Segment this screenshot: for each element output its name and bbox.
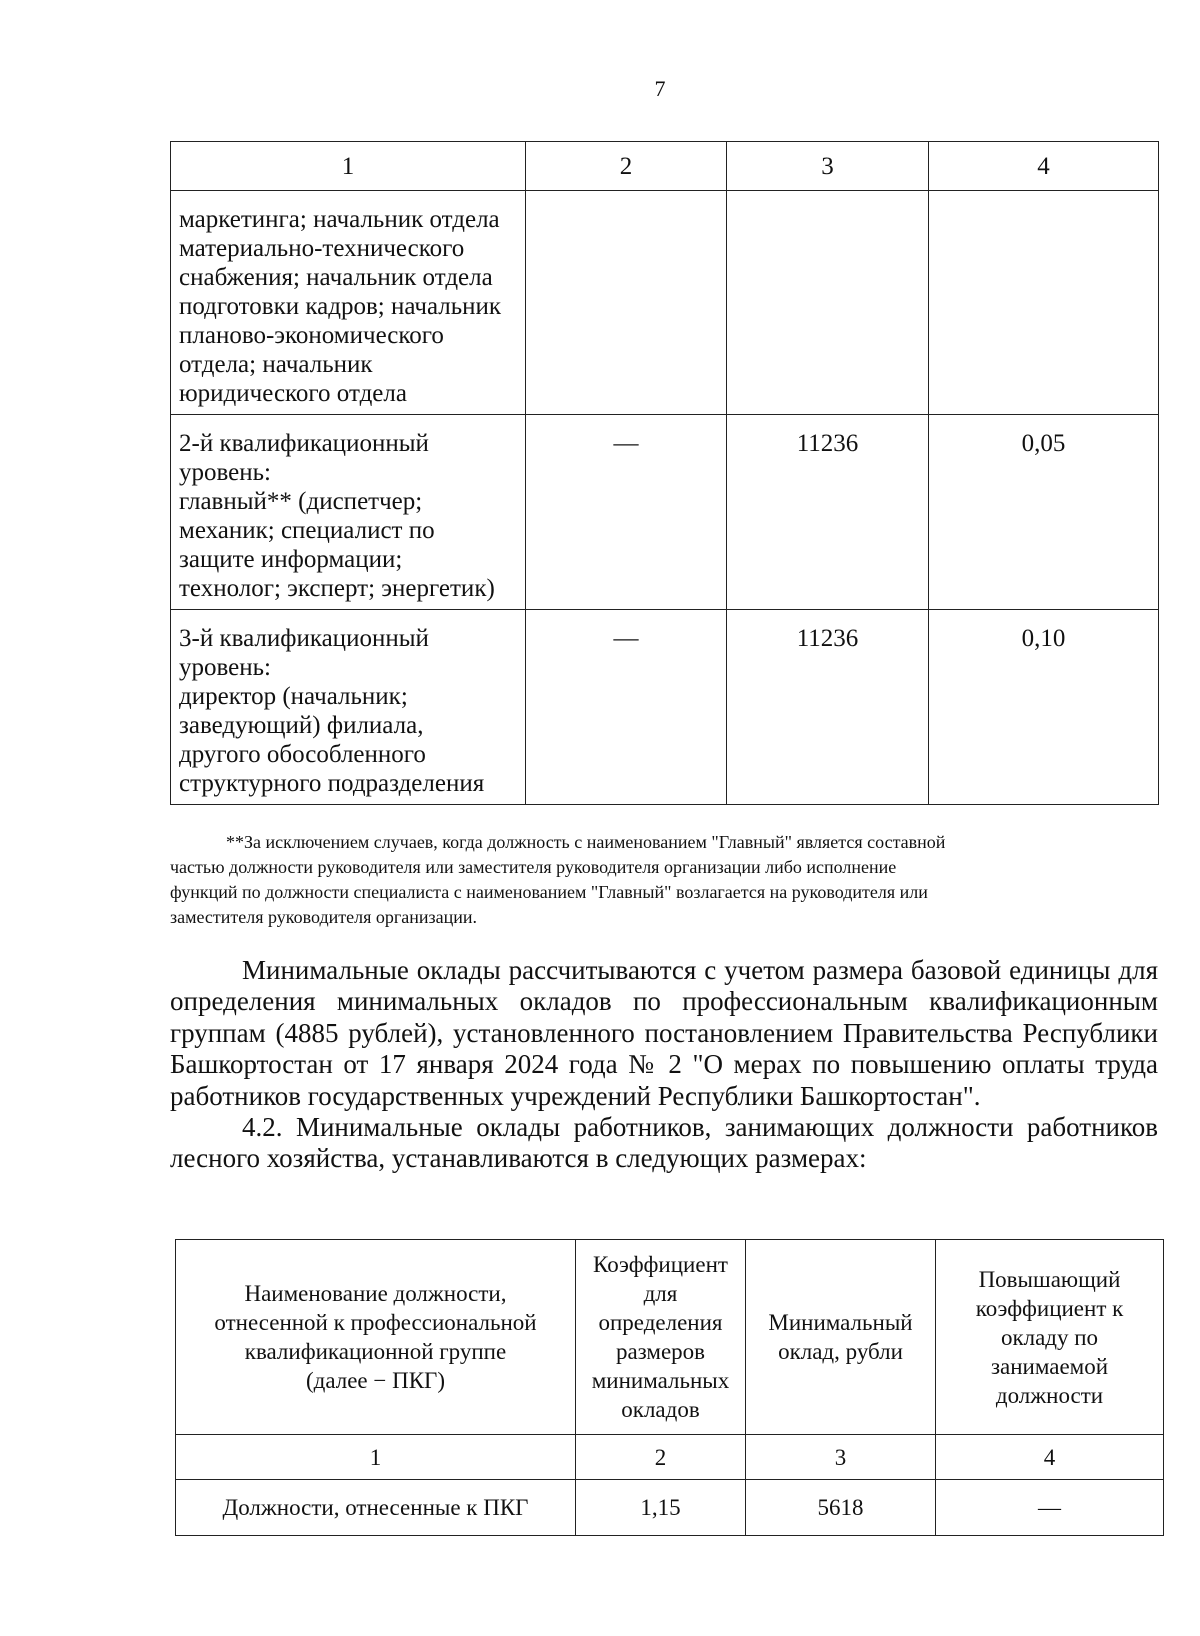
footnote-line: заместителя руководителя организации.: [170, 907, 478, 927]
raise-coefficient-header: Повышающий коэффициент к окладу по занимаемой должности: [936, 1240, 1164, 1435]
footnote: [170, 830, 1158, 930]
footnote-line: функций по должности специалиста с наименованием "Главный" возлагается на руководителя или: [170, 882, 928, 902]
table1-header-cell: 3: [727, 142, 929, 191]
salary-cell: 11236: [727, 610, 929, 805]
salary-table-continued: [170, 141, 1159, 805]
salary-cell: 5618: [746, 1480, 936, 1536]
paragraph-base-salary: Минимальные оклады рассчитываются с учетом размера базовой единицы для определения минимальных окладов по профессиональным квалификационным группам (4885 рублей), установленного постановлением Правительства Республики Башкортостан от 17 января 2024 года № 2 "О мерах по повышению оплаты труда работников государственных учреждений Республики Башкортостан".: [170, 955, 1158, 1111]
coefficient-cell: —: [526, 415, 727, 610]
table1-row: [171, 191, 1159, 415]
raise-coefficient-cell: [929, 191, 1159, 415]
raise-coefficient-cell: 0,10: [929, 610, 1159, 805]
coefficient-cell: —: [526, 610, 727, 805]
raise-coefficient-cell: 0,05: [929, 415, 1159, 610]
table1-header-row: [171, 142, 1159, 191]
footnote-line: частью должности руководителя или заместителя руководителя организации либо исполнение: [170, 857, 897, 877]
table1-header-cell: 4: [929, 142, 1159, 191]
page-number: 7: [654, 76, 666, 101]
forestry-salary-table: [175, 1239, 1164, 1536]
table2-row: [176, 1480, 1164, 1536]
coefficient-cell: 1,15: [576, 1480, 746, 1536]
column-number-cell: 3: [746, 1435, 936, 1480]
table2-header-row: [176, 1240, 1164, 1435]
paragraph-section-4-2: 4.2. Минимальные оклады работников, занимающих должности работников лесного хозяйства, устанавливаются в следующих размерах:: [170, 1112, 1158, 1174]
table1-row: [171, 415, 1159, 610]
raise-coefficient-cell: —: [936, 1480, 1164, 1536]
salary-cell: 11236: [727, 415, 929, 610]
minimum-salary-header: Минимальный оклад, рубли: [746, 1240, 936, 1435]
footnote-line: **За исключением случаев, когда должность с наименованием "Главный" является составной: [226, 832, 946, 852]
position-description-cell: 3-й квалификационный уровень: директор (начальник; заведующий) филиала, другого обособленного структурного подразделения: [171, 610, 526, 805]
body-text: [170, 955, 1158, 1175]
coefficient-cell: [526, 191, 727, 415]
position-description-cell: маркетинга; начальник отдела материально-технического снабжения; начальник отдела подготовки кадров; начальник планово-экономического отдела; начальник юридического отдела: [171, 191, 526, 415]
column-number-cell: 4: [936, 1435, 1164, 1480]
coefficient-header: Коэффициент для определения размеров минимальных окладов: [576, 1240, 746, 1435]
position-name-cell: Должности, отнесенные к ПКГ: [176, 1480, 576, 1536]
column-number-cell: 2: [576, 1435, 746, 1480]
salary-cell: [727, 191, 929, 415]
column-number-cell: 1: [176, 1435, 576, 1480]
table1-row: [171, 610, 1159, 805]
position-name-header: Наименование должности, отнесенной к профессиональной квалификационной группе (далее − ПКГ): [176, 1240, 576, 1435]
table1-header-cell: 1: [171, 142, 526, 191]
table2-column-numbers-row: [176, 1435, 1164, 1480]
position-description-cell: 2-й квалификационный уровень: главный** (диспетчер; механик; специалист по защите информации; технолог; эксперт; энергетик): [171, 415, 526, 610]
table1-header-cell: 2: [526, 142, 727, 191]
